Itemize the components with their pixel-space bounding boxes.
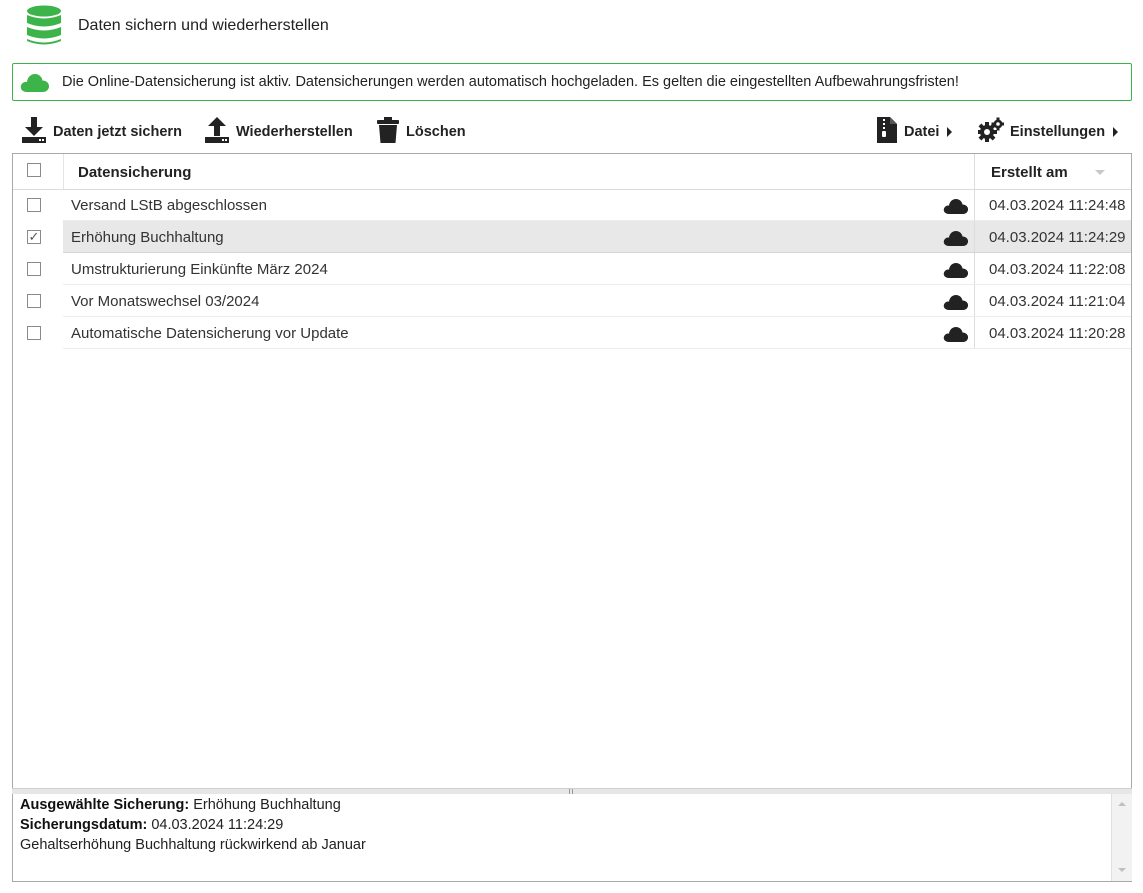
- gears-icon: [978, 117, 1010, 147]
- cloud-icon: [943, 229, 969, 251]
- cloud-icon: [943, 293, 969, 315]
- date-cell: [974, 285, 1132, 316]
- trash-icon: [376, 116, 406, 148]
- settings-label: Einstellungen: [1010, 124, 1106, 140]
- select-all-checkbox[interactable]: [27, 163, 41, 177]
- row-checkbox[interactable]: [27, 326, 41, 340]
- selected-backup-value: Erhöhung Buchhaltung: [193, 797, 341, 813]
- details-scrollbar[interactable]: [1111, 794, 1132, 881]
- created-date: 04.03.2024 11:21:04: [989, 293, 1126, 310]
- row-body[interactable]: [63, 253, 1131, 285]
- backup-now-label: Daten jetzt sichern: [53, 124, 182, 140]
- date-cell: [974, 253, 1132, 284]
- table-row[interactable]: [13, 285, 1131, 317]
- caret-right-icon: [1113, 127, 1118, 137]
- table-row[interactable]: [13, 253, 1131, 285]
- restore-button[interactable]: [204, 114, 353, 150]
- row-checkbox[interactable]: [27, 294, 41, 308]
- title-bar: [0, 0, 1143, 52]
- details-panel: [12, 794, 1132, 882]
- online-backup-banner: [12, 63, 1132, 101]
- upload-icon: [204, 116, 236, 148]
- scroll-down-icon[interactable]: [1118, 868, 1126, 872]
- cloud-icon: [943, 197, 969, 219]
- backup-name: Automatische Datensicherung vor Update: [71, 325, 349, 342]
- toolbar: [0, 114, 1143, 150]
- date-cell: [974, 189, 1132, 220]
- backup-list: [12, 153, 1132, 789]
- backup-date-value: 04.03.2024 11:24:29: [151, 817, 284, 833]
- zip-file-icon: [876, 116, 904, 148]
- created-date: 04.03.2024 11:22:08: [989, 261, 1126, 278]
- date-cell: [974, 317, 1132, 348]
- cloud-icon: [943, 261, 969, 283]
- table-row[interactable]: [13, 189, 1131, 221]
- column-header-created[interactable]: [974, 154, 1132, 189]
- backup-date-line: [20, 817, 283, 833]
- selected-backup-line: [20, 797, 341, 813]
- scroll-up-icon[interactable]: [1118, 802, 1126, 806]
- selected-backup-label: Ausgewählte Sicherung:: [20, 797, 190, 813]
- file-menu-button[interactable]: [876, 114, 952, 150]
- created-date: 04.03.2024 11:24:48: [989, 197, 1126, 214]
- restore-label: Wiederherstellen: [236, 124, 353, 140]
- row-body[interactable]: [63, 189, 1131, 221]
- download-icon: [21, 116, 53, 148]
- created-date: 04.03.2024 11:20:28: [989, 325, 1126, 342]
- table-row[interactable]: [13, 317, 1131, 349]
- column-header-created-label: Erstellt am: [991, 164, 1068, 181]
- created-date: 04.03.2024 11:24:29: [989, 229, 1126, 246]
- backup-description: Gehaltserhöhung Buchhaltung rückwirkend ab Januar: [20, 837, 366, 853]
- delete-button[interactable]: [376, 114, 466, 150]
- table-row[interactable]: [13, 221, 1131, 253]
- row-checkbox[interactable]: ✓: [28, 229, 40, 244]
- delete-label: Löschen: [406, 124, 466, 140]
- caret-right-icon: [947, 127, 952, 137]
- file-label: Datei: [904, 124, 940, 140]
- header-checkbox-cell: [13, 154, 64, 189]
- row-body[interactable]: [63, 285, 1131, 317]
- banner-text: Die Online-Datensicherung ist aktiv. Datensicherungen werden automatisch hochgeladen. Es gelten die eingestellten Aufbewahrungsfristen!: [62, 74, 959, 90]
- backup-name: Umstrukturierung Einkünfte März 2024: [71, 261, 328, 278]
- row-body[interactable]: [63, 317, 1131, 349]
- cloud-icon: [943, 325, 969, 347]
- grid-header: [13, 154, 1131, 190]
- column-header-backup[interactable]: Datensicherung: [78, 164, 192, 181]
- sort-descending-icon: [1095, 170, 1105, 175]
- row-checkbox[interactable]: [27, 262, 41, 276]
- row-body[interactable]: [63, 221, 1131, 253]
- database-icon: [26, 5, 62, 51]
- row-checkbox[interactable]: [27, 198, 41, 212]
- window-title: Daten sichern und wiederherstellen: [78, 17, 329, 34]
- date-cell: [974, 221, 1132, 252]
- cloud-icon: [20, 71, 50, 97]
- backup-date-label: Sicherungsdatum:: [20, 817, 148, 833]
- backup-name: Versand LStB abgeschlossen: [71, 197, 267, 214]
- backup-now-button[interactable]: [21, 114, 182, 150]
- backup-name: Erhöhung Buchhaltung: [71, 229, 224, 246]
- backup-name: Vor Monatswechsel 03/2024: [71, 293, 260, 310]
- settings-menu-button[interactable]: [978, 114, 1118, 150]
